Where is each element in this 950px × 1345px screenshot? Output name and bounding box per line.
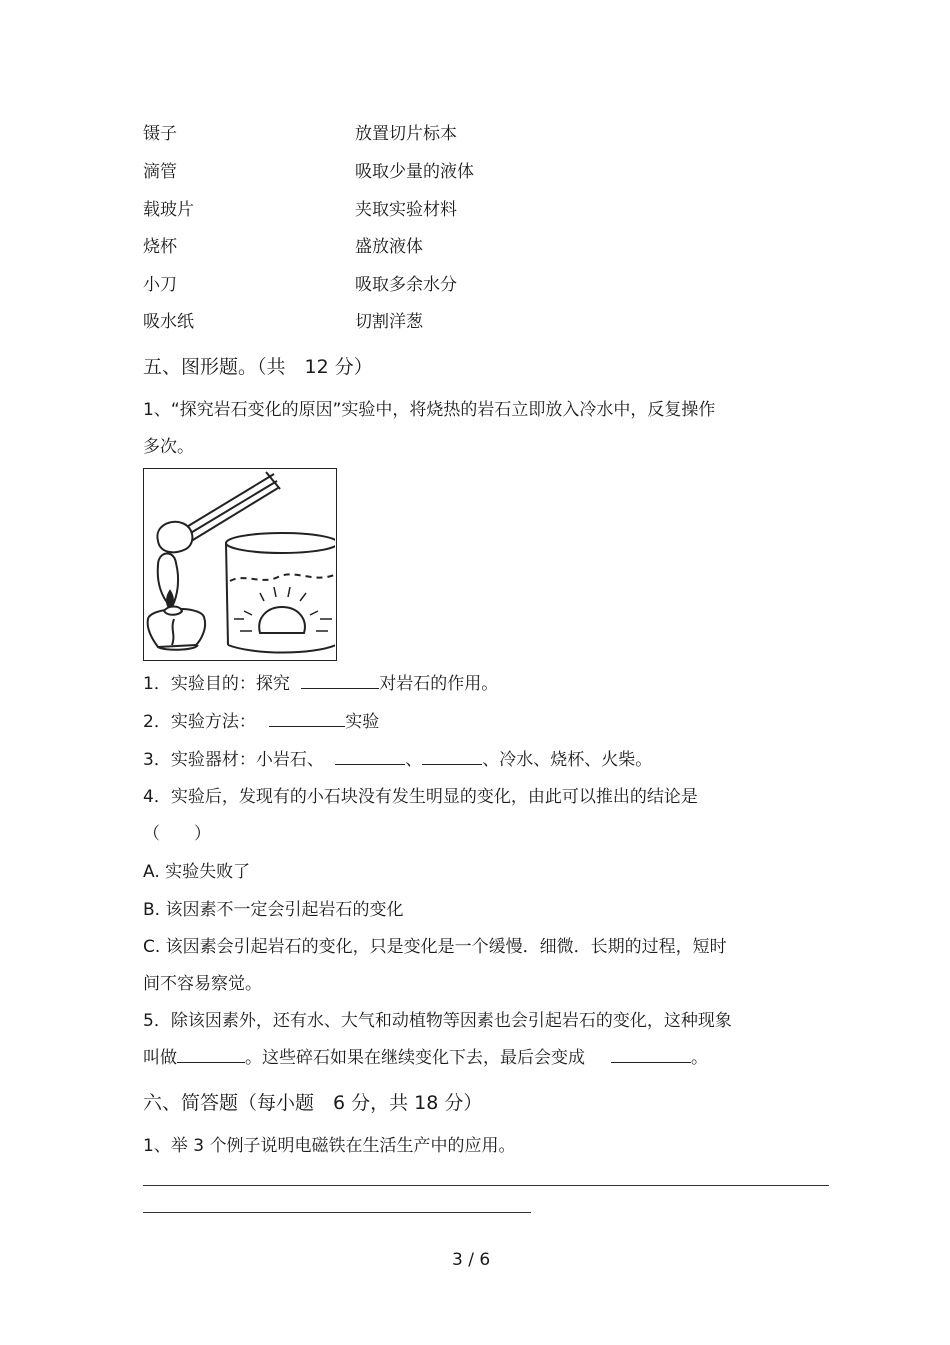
option-c-line1: C. 该因素会引起岩石的变化，只是变化是一个缓慢．细微．长期的过程，短时 [143,937,727,957]
section5-q1-line2: 多次。 [143,437,194,457]
match-left-2: 滴管 [143,162,177,182]
subq1 [143,674,498,694]
match-left-6: 吸水纸 [143,312,194,332]
option-a: A. 实验失败了 [143,862,251,882]
match-left-5: 小刀 [143,275,177,295]
subq3-blank-2[interactable] [422,750,482,765]
page-number: 3 / 6 [452,1250,491,1270]
match-right-3: 夹取实验材料 [355,200,457,220]
subq1-text-post: 对岩石的作用。 [379,674,499,694]
match-left-3: 载玻片 [143,200,194,220]
subq5-blank-2[interactable] [611,1048,691,1063]
subq3-sep: 、 [405,750,423,770]
subq5-end: 。 [691,1048,708,1068]
subq5-blank-1[interactable] [177,1048,245,1063]
rock-experiment-illustration [143,468,337,661]
subq2-text-post: 实验 [345,712,380,732]
subq3-text-post: 、冷水、烧杯、火柴。 [482,750,653,770]
subq5-mid: 。这些碎石如果在继续变化下去，最后会变成 [245,1048,585,1068]
alcohol-lamp-icon [148,607,205,650]
match-left-4: 烧杯 [143,237,177,257]
subq1-text: 1．实验目的：探究 [143,674,290,694]
match-right-2: 吸取少量的液体 [355,162,474,182]
section6-q1: 1、举 3 个例子说明电磁铁在生活生产中的应用。 [143,1136,516,1156]
match-right-1: 放置切片标本 [355,124,457,144]
match-left-1: 镊子 [143,124,177,144]
subq4-answer-paren[interactable]: （ ） [143,824,211,844]
subq5-pre: 叫做 [143,1048,177,1068]
section5-heading: 五、图形题。（共 12 分） [143,356,373,378]
match-right-4: 盛放液体 [355,237,423,257]
section6-heading: 六、简答题（每小题 6 分，共 18 分） [143,1092,483,1114]
subq2-blank[interactable] [269,712,345,727]
subq3-text: 3．实验器材：小岩石、 [143,750,324,770]
submerged-rock-icon [244,587,318,633]
match-right-5: 吸取多余水分 [355,275,457,295]
subq2 [143,712,379,732]
subq5-line1: 5．除该因素外，还有水、大气和动植物等因素也会引起岩石的变化，这种现象 [143,1011,732,1031]
subq1-blank[interactable] [301,674,379,689]
answer-line-2[interactable] [143,1212,531,1213]
option-b: B. 该因素不一定会引起岩石的变化 [143,900,404,920]
match-right-6: 切割洋葱 [355,312,423,332]
section5-q1-line1: 1、“探究岩石变化的原因”实验中，将烧热的岩石立即放入冷水中，反复操作 [143,400,716,420]
tongs-icon [180,472,280,543]
subq3-blank-1[interactable] [335,750,405,765]
subq3 [143,750,652,770]
option-c-line2: 间不容易察觉。 [143,974,262,994]
beaker-icon [226,533,335,653]
answer-line-1[interactable] [143,1185,829,1186]
subq5-line2 [143,1048,708,1068]
subq4-line1: 4．实验后，发现有的小石块没有发生明显的变化，由此可以推出的结论是 [143,787,698,807]
subq2-text: 2．实验方法： [143,712,256,732]
held-rock-icon [157,522,192,552]
flame-icon [158,553,178,609]
